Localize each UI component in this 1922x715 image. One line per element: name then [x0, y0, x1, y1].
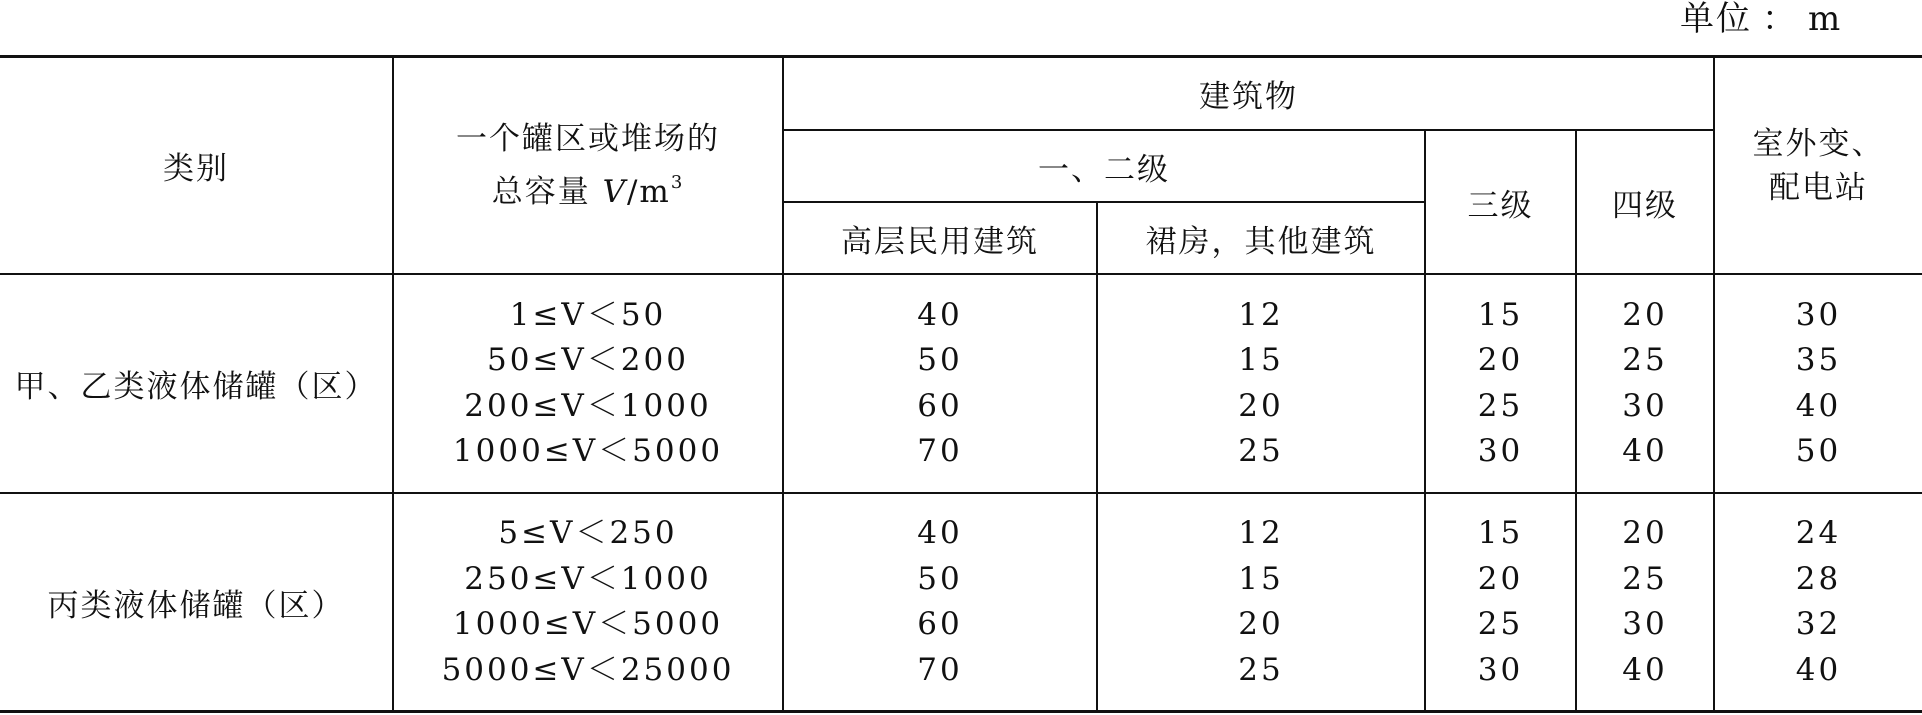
- cell-value: 15: [1477, 296, 1524, 333]
- cell-value: 40: [1795, 387, 1842, 424]
- high-rise-values: [783, 493, 1097, 712]
- header-capacity-line2: [394, 161, 782, 214]
- cell-value: 20: [1622, 515, 1668, 551]
- unit-label: 单位: [1680, 0, 1752, 39]
- cell-value: 60: [917, 387, 963, 424]
- cell-value: 24: [1795, 515, 1842, 551]
- header-capacity-prefix: 总容量: [491, 174, 591, 210]
- cell-value: 32: [1795, 606, 1842, 642]
- cell-value: 50: [1795, 433, 1842, 469]
- header-capacity: [393, 57, 783, 275]
- grade4-values: [1576, 274, 1714, 493]
- row-category: 丙类液体储罐（区）: [0, 493, 393, 712]
- cell-value: 70: [917, 433, 963, 469]
- capacity-range: 1000≤V＜5000: [452, 433, 724, 469]
- cell-value: 25: [1477, 606, 1524, 642]
- row-category: 甲、乙类液体储罐（区）: [0, 274, 393, 493]
- cell-value: 20: [1622, 296, 1668, 333]
- cell-value: 28: [1795, 560, 1842, 597]
- header-capacity-unit: /m: [626, 174, 671, 210]
- table-row: [0, 493, 1922, 712]
- cell-value: 25: [1477, 387, 1524, 424]
- cell-value: 30: [1477, 433, 1524, 469]
- capacity-range: 250≤V＜1000: [464, 560, 712, 597]
- cell-value: 15: [1238, 342, 1284, 378]
- cell-value: 40: [917, 296, 963, 333]
- cell-value: 15: [1477, 515, 1524, 551]
- cell-value: 12: [1238, 296, 1284, 333]
- capacity-range: 1000≤V＜5000: [452, 606, 724, 642]
- cell-value: 25: [1622, 560, 1668, 597]
- header-buildings: 建筑物: [783, 57, 1714, 131]
- header-grade-1-2: 一、二级: [783, 130, 1425, 202]
- cell-value: 40: [917, 515, 963, 551]
- cell-value: 20: [1477, 560, 1524, 597]
- cell-value: 30: [1622, 606, 1668, 642]
- spacing-table: [0, 55, 1922, 713]
- cell-value: 40: [1795, 651, 1842, 688]
- cell-value: 40: [1622, 433, 1668, 469]
- cell-value: 35: [1795, 342, 1842, 378]
- podium-values: [1097, 274, 1425, 493]
- cell-value: 20: [1477, 342, 1524, 378]
- header-row-1: [0, 57, 1922, 131]
- grade4-values: [1576, 493, 1714, 712]
- capacity-range: 5≤V＜250: [498, 515, 678, 551]
- unit-note: [1680, 0, 1842, 46]
- header-outdoor-line2: 配电站: [1769, 169, 1868, 206]
- header-outdoor-substation: [1714, 57, 1922, 275]
- unit-value: m: [1808, 0, 1843, 39]
- cell-value: 60: [917, 606, 963, 642]
- grade3-values: [1425, 274, 1576, 493]
- cell-value: 50: [917, 560, 963, 597]
- cell-value: 20: [1238, 606, 1284, 642]
- header-outdoor-line1: 室外变、: [1752, 125, 1885, 162]
- header-capacity-exp: 3: [670, 172, 685, 193]
- cell-value: 25: [1238, 651, 1284, 688]
- high-rise-values: [783, 274, 1097, 493]
- cell-value: 20: [1238, 387, 1284, 424]
- cell-value: 25: [1622, 342, 1668, 378]
- capacity-range: 200≤V＜1000: [464, 387, 712, 424]
- grade3-values: [1425, 493, 1576, 712]
- header-capacity-line1: 一个罐区或堆场的: [456, 121, 720, 157]
- capacity-range: 5000≤V＜25000: [441, 651, 735, 688]
- cell-value: 70: [917, 651, 963, 688]
- header-podium-other: 裙房，其他建筑: [1097, 202, 1425, 274]
- capacity-range: 1≤V＜50: [509, 296, 667, 333]
- capacity-ranges: [393, 274, 783, 493]
- header-category: 类别: [0, 57, 393, 275]
- cell-value: 30: [1477, 651, 1524, 688]
- cell-value: 30: [1795, 296, 1842, 333]
- cell-value: 25: [1238, 433, 1284, 469]
- unit-separator: ：: [1762, 0, 1798, 39]
- capacity-range: 50≤V＜200: [487, 342, 689, 378]
- header-capacity-var: V: [602, 174, 627, 210]
- capacity-ranges: [393, 493, 783, 712]
- cell-value: 30: [1622, 387, 1668, 424]
- cell-value: 12: [1238, 515, 1284, 551]
- outdoor-values: [1714, 493, 1922, 712]
- podium-values: [1097, 493, 1425, 712]
- cell-value: 15: [1238, 560, 1284, 597]
- table-row: [0, 274, 1922, 493]
- cell-value: 50: [917, 342, 963, 378]
- cell-value: 40: [1622, 651, 1668, 688]
- outdoor-values: [1714, 274, 1922, 493]
- header-grade-3: 三级: [1425, 130, 1576, 274]
- header-grade-4: 四级: [1576, 130, 1714, 274]
- header-high-rise-civil: 高层民用建筑: [783, 202, 1097, 274]
